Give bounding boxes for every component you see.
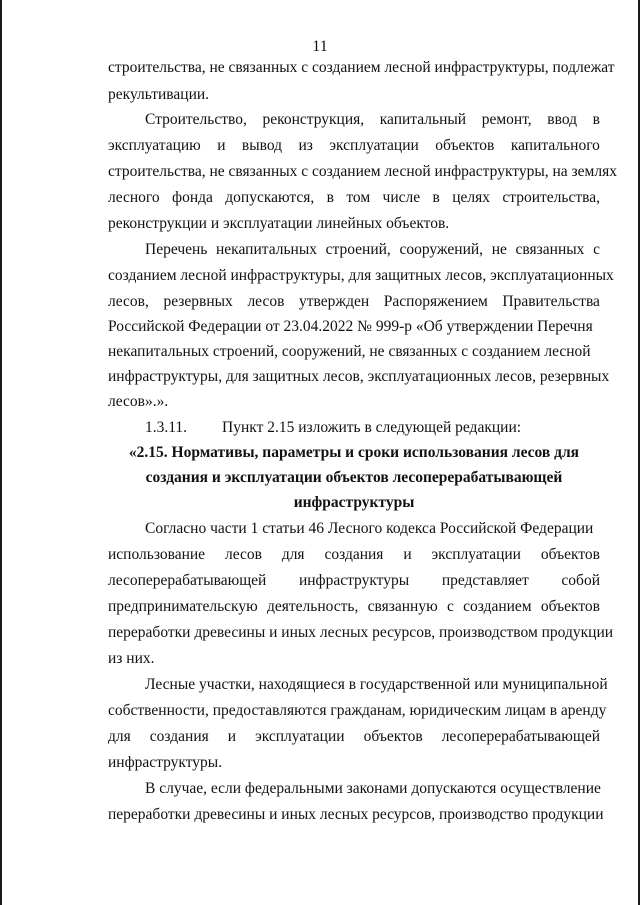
text-line: реконструкции и эксплуатации линейных объектов. (108, 215, 450, 232)
word: созданием (463, 598, 532, 615)
word: Перечень (145, 241, 208, 258)
word: числе (382, 189, 421, 206)
word: лесного (108, 189, 160, 206)
word: связанную (367, 598, 438, 615)
text-line-justified (108, 545, 600, 565)
word: эксплуатации (431, 546, 521, 563)
word: некапитальных (216, 241, 317, 258)
word: вывод (241, 137, 283, 154)
word: резервных (163, 293, 233, 310)
word: создания (324, 546, 384, 563)
word: для (108, 728, 131, 745)
text-line: Российской Федерации от 23.04.2022 № 999-р «Об утверждении Перечня (108, 318, 593, 335)
word: допускаются, (225, 189, 315, 206)
word: собой (561, 572, 600, 589)
word: Правительства (502, 293, 600, 310)
word: создания (149, 728, 209, 745)
word: капитального (510, 137, 600, 154)
word: в (326, 189, 334, 206)
word: и (217, 137, 226, 154)
word: эксплуатацию (108, 137, 201, 154)
word: представляет (441, 572, 529, 589)
text-line: Согласно части 1 статьи 46 Лесного кодекса Российской Федерации (145, 520, 594, 537)
item-number: 1.3.11. (145, 419, 188, 436)
word: эксплуатации (329, 137, 419, 154)
word: утвержден (299, 293, 370, 310)
item-text: Пункт 2.15 изложить в следующей редакции: (222, 419, 522, 436)
text-line-justified (108, 292, 600, 312)
text-line-justified (145, 240, 600, 260)
section-heading-line: создания и эксплуатации объектов лесоперерабатывающей (145, 469, 563, 486)
text-line-justified (108, 188, 600, 208)
word: целях (452, 189, 490, 206)
word: с (446, 598, 454, 615)
word: лесов (247, 293, 285, 310)
word: для (281, 546, 305, 563)
word: сооружений, (399, 241, 484, 258)
word: лесов, (108, 293, 149, 310)
text-line-justified (108, 597, 600, 617)
text-line: некапитальных строений, сооружений, не связанных с созданием лесной (108, 343, 591, 360)
text-line: собственности, предоставляются гражданам, юридическим лицам в аренду (108, 702, 607, 719)
page-number: 11 (312, 38, 328, 55)
word: в (592, 111, 600, 128)
word: объектов (540, 546, 600, 563)
section-heading-line: «2.15. Нормативы, параметры и сроки использования лесов для (128, 444, 580, 461)
section-heading-line: инфраструктуры (293, 494, 415, 511)
word: из (298, 137, 313, 154)
text-line: строительства, не связанных с созданием лесной инфраструктуры, на землях (108, 163, 617, 180)
text-line: рекультивации. (108, 86, 210, 103)
text-line: переработки древесины и иных лесных ресурсов, производством продукции (108, 624, 614, 641)
text-line: созданием лесной инфраструктуры, для защитных лесов, эксплуатационных (108, 267, 614, 284)
text-line: переработки древесины и иных лесных ресурсов, производство продукции (108, 806, 604, 823)
word: строительства, (502, 189, 600, 206)
word: объектов (363, 728, 423, 745)
text-line-justified (108, 727, 600, 747)
word: деятельность, (266, 598, 359, 615)
word: Строительство, (145, 111, 247, 128)
text-line: лесов».». (108, 393, 169, 410)
word: и (227, 728, 237, 745)
text-line: из них. (108, 650, 155, 667)
word: использование (108, 546, 206, 563)
text-line-justified (108, 571, 600, 591)
word: эксплуатации (255, 728, 345, 745)
word: лесоперерабатывающей (108, 572, 267, 589)
word: том (346, 189, 371, 206)
word: ремонт, (481, 111, 532, 128)
word: реконструкция, (262, 111, 365, 128)
word: строений, (325, 241, 391, 258)
word: не (491, 241, 507, 258)
text-line: инфраструктуры, для защитных лесов, эксплуатационных лесов, резервных (108, 368, 610, 385)
word: предпринимательскую (108, 598, 258, 615)
text-line: В случае, если федеральными законами допускаются осуществление (145, 780, 601, 797)
word: связанных (515, 241, 585, 258)
word: лесоперерабатывающей (441, 728, 600, 745)
text-line-justified (145, 110, 600, 130)
text-line-justified (108, 136, 600, 156)
text-line: Лесные участки, находящиеся в государственной или муниципальной (145, 676, 608, 693)
word: ввод (547, 111, 578, 128)
word: капитальный (379, 111, 467, 128)
word: Распоряжением (383, 293, 488, 310)
word: объектов (435, 137, 495, 154)
text-line: строительства, не связанных с созданием лесной инфраструктуры, подлежат (108, 59, 615, 76)
word: фонда (172, 189, 213, 206)
scan-edge-left (0, 0, 2, 905)
text-line: инфраструктуры. (108, 754, 223, 771)
word: инфраструктуры (298, 572, 410, 589)
word: с (593, 241, 600, 258)
word: лесов (224, 546, 262, 563)
word: и (403, 546, 412, 563)
word: в (432, 189, 440, 206)
word: объектов (540, 598, 600, 615)
